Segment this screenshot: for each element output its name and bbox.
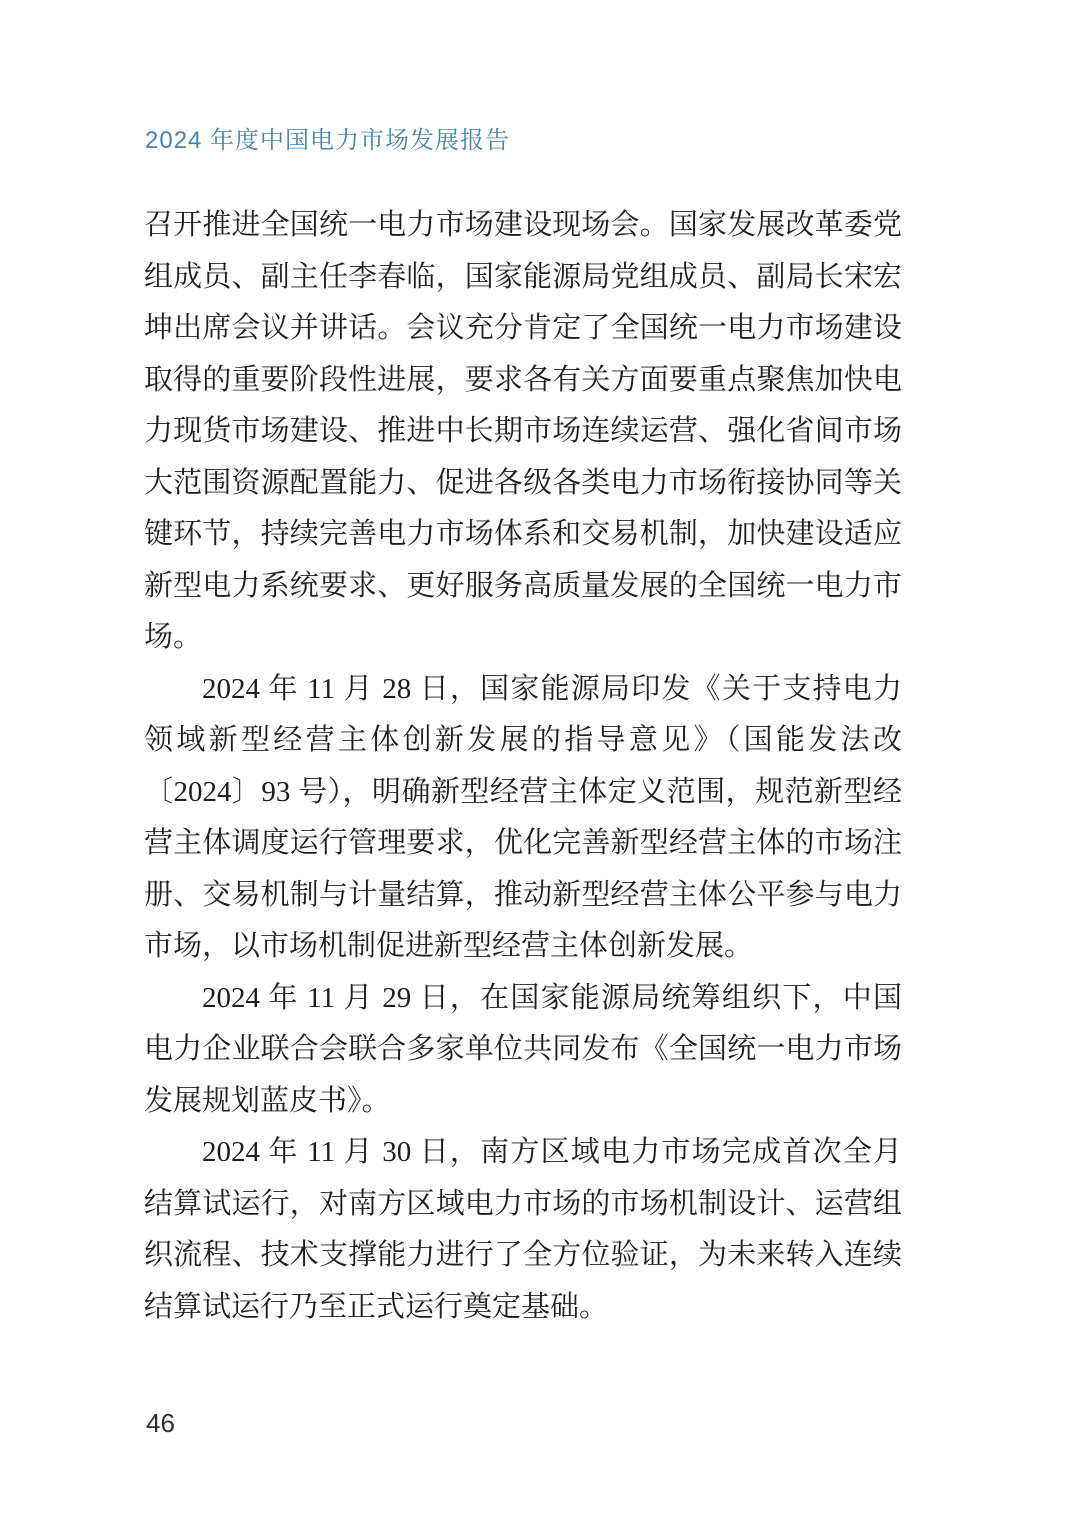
body-text-block [144,200,902,1333]
page-number: 46 [146,1408,175,1438]
paragraph-3: 2024 年 11 月 29 日，在国家能源局统筹组织下，中国电力企业联合会联合多家单位共同发布《全国统一电力市场发展规划蓝皮书》。 [144,981,902,1117]
paragraph-1: 召开推进全国统一电力市场建设现场会。国家发展改革委党组成员、副主任李春临，国家能源局党组成员、副局长宋宏坤出席会议并讲话。会议充分肯定了全国统一电力市场建设取得的重要阶段性进展，要求各有关方面要重点聚焦加快电力现货市场建设、推进中长期市场连续运营、强化省间市场大范围资源配置能力、促进各级各类电力市场衔接协同等关键环节，持续完善电力市场体系和交易机制，加快建设适应新型电力系统要求、更好服务高质量发展的全国统一电力市场。 [144,209,902,653]
paragraph-2: 2024 年 11 月 28 日，国家能源局印发《关于支持电力领域新型经营主体创新发展的指导意见》（国能发法改〔2024〕93 号），明确新型经营主体定义范围，规范新型经营主体调度运行管理要求，优化完善新型经营主体的市场注册、交易机制与计量结算，推动新型经营主体公平参与电力市场，以市场机制促进新型经营主体创新发展。 [144,672,902,962]
paragraph-4: 2024 年 11 月 30 日，南方区域电力市场完成首次全月结算试运行，对南方区域电力市场的市场机制设计、运营组织流程、技术支撑能力进行了全方位验证，为未来转入连续结算试运行乃至正式运行奠定基础。 [144,1136,902,1323]
running-header-title: 2024 年度中国电力市场发展报告 [145,127,511,154]
